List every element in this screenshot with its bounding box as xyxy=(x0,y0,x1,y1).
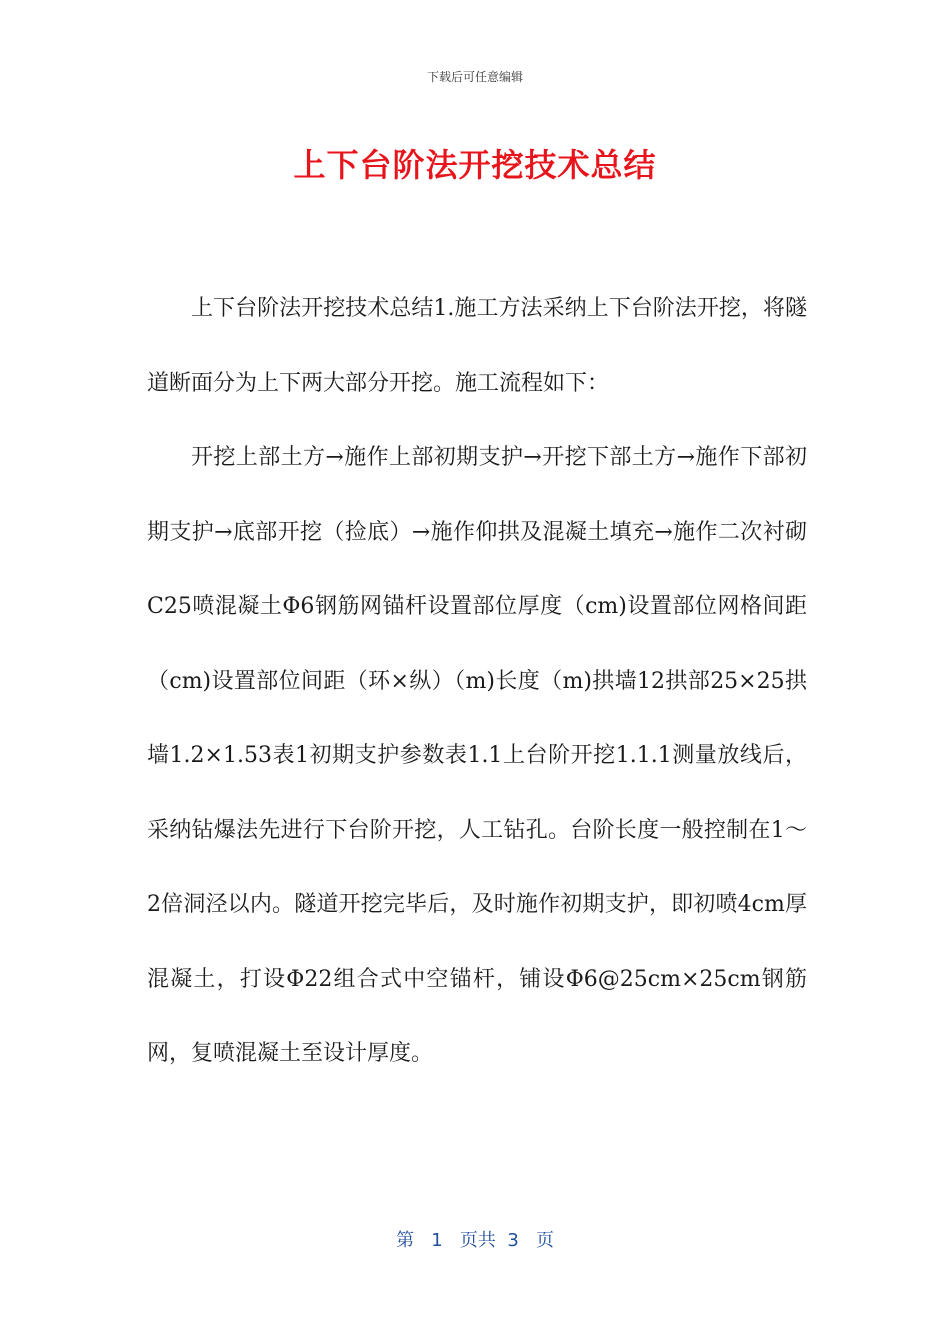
total-page-count: 3 xyxy=(507,1230,519,1251)
header-note: 下载后可任意编辑 xyxy=(426,70,523,84)
paragraph-1: 上下台阶法开挖技术总结1.施工方法采纳上下台阶法开挖，将隧道断面分为上下两大部分开挖。施工流程如下： xyxy=(147,296,807,396)
footer-suffix: 页 xyxy=(535,1230,554,1251)
footer-prefix: 第 xyxy=(396,1230,415,1251)
page-footer xyxy=(0,1226,950,1252)
footer-mid: 页共 xyxy=(459,1230,496,1251)
document-title: 上下台阶法开挖技术总结 xyxy=(293,146,657,184)
current-page-number: 1 xyxy=(431,1230,443,1251)
paragraph-2: 开挖上部土方→施作上部初期支护→开挖下部土方→施作下部初期支护→底部开挖（捡底）→施作仰拱及混凝土填充→施作二次衬砌C25喷混凝土Φ6钢筋网锚杆设置部位厚度（cm)设置部位网格间距（cm)设置部位间距（环×纵）（m)长度（m)拱墙12拱部25×25拱墙1.2×1.53表1初期支护参数表1.1上台阶开挖1.1.1测量放线后，采纳钻爆法先进行下台阶开挖，人工钻孔。台阶长度一般控制在1～2倍洞泾以内。隧道开挖完毕后，及时施作初期支护，即初喷4cm厚混凝土，打设Φ22组合式中空锚杆，铺设Φ6@25cm×25cm钢筋网，复喷混凝土至设计厚度。 xyxy=(147,445,807,1066)
document-body xyxy=(147,272,807,1092)
